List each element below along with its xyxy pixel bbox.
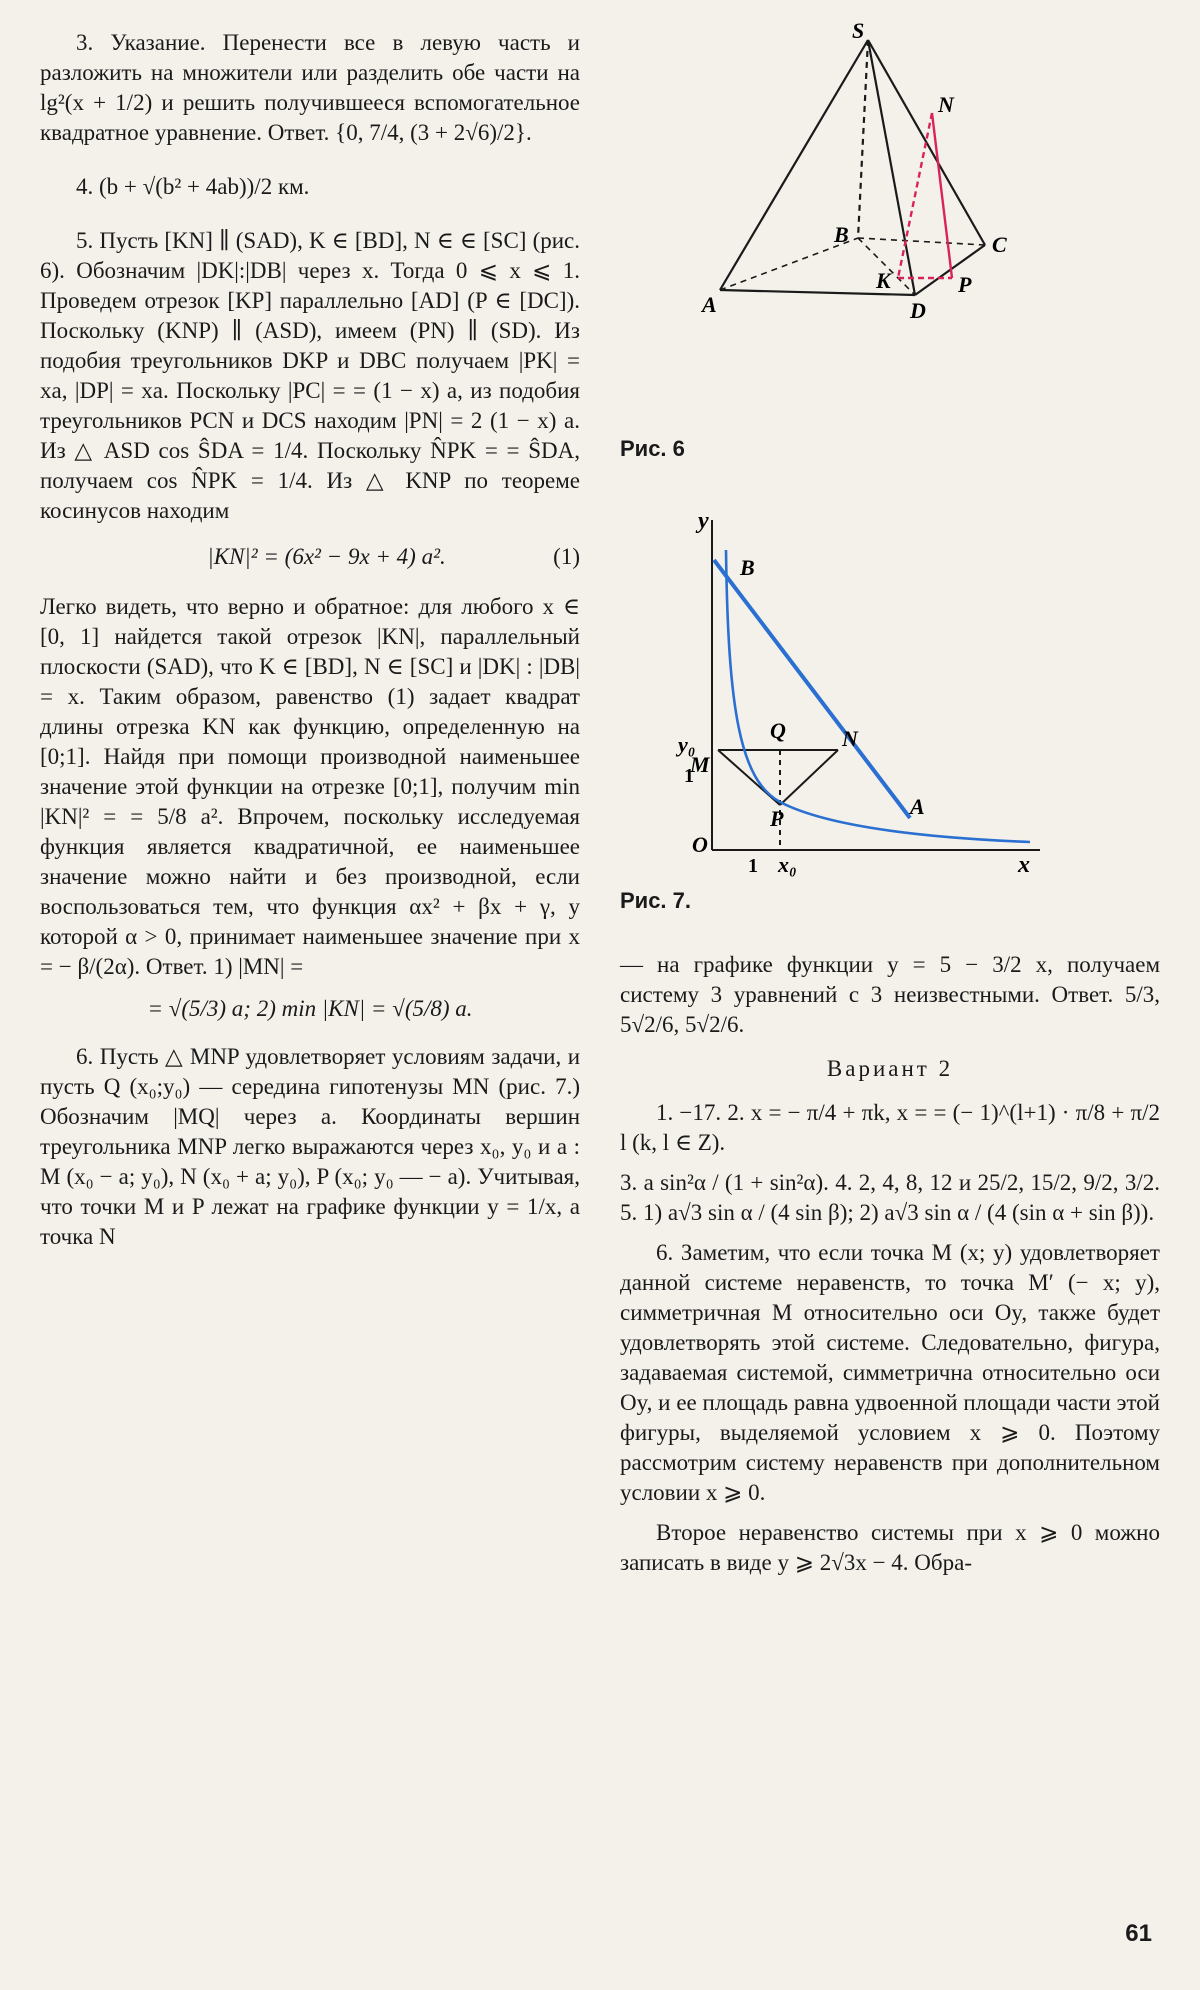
solution-6: 6. Пусть △ MNP удовлетворяет условиям задачи, и пусть Q (x₀;y₀) — середина гипотенузы MN (рис. 7.) Обозначим |MQ| через a. Координаты вершин треугольника MNP легко выражаются через x₀, y₀ и a : M (x₀ − a; y₀), N (x₀ + a; y₀), P (x₀; y₀ — − a). Учитывая, что точки M и P лежат на графике функции y = 1/x, а точка N xyxy=(40,1044,580,1249)
label-N: N xyxy=(938,92,954,117)
figure-7-caption: Рис. 7. xyxy=(620,888,692,913)
label-one-y: 1 xyxy=(684,765,694,787)
page-number: 61 xyxy=(1125,1920,1152,1947)
segment-NP xyxy=(932,113,952,278)
variant-2-solution-6-continued: Второе неравенство системы при x ⩾ 0 можно записать в виде y ⩾ 2√3x − 4. Обра- xyxy=(620,1520,1160,1575)
solution-5-part-b: Легко видеть, что верно и обратное: для любого x ∈ [0, 1] найдется такой отрезок |KN|, параллельный плоскости (SAD), что K ∈ [BD], N ∈ [SC] и |DK| : |DB| = x. Таким образом, равенство (1) задает квадрат длины отрезка KN как функцию, определенную на [0;1]. Найдя при помощи производной наименьшее значение этой функции на отрезке [0;1], получим min |KN|² = = 5/8 a². Впрочем, поскольку исследуемая функция является квадратичной, ее наименьшее значение можно найти и без производной, если воспользоваться тем, что функция αx² + βx + γ, у которой α > 0, принимает наименьшее значение при x = − β/(2α). Ответ. 1) |MN| = xyxy=(40,594,580,979)
figure-6-caption: Рис. 6 xyxy=(620,436,685,461)
variant-2-solution-6: 6. Заметим, что если точка M (x; y) удовлетворяет данной системе неравенств, то точка M′ (− x; y), симметричная M относительно оси Oy, также будет удовлетворять этой системе. Следовательно, фигура, задаваемая системой, симметрична относительно оси Oy, и ее площадь равна удвоенной площади части этой фигуры, выделяемой условием x ⩾ 0. Поэтому рассмотрим систему неравенств при дополнительном условии x ⩾ 0. xyxy=(620,1240,1160,1505)
label-D: D xyxy=(910,298,926,320)
label-A: A xyxy=(702,292,717,317)
answer-5: = √(5/3) a; 2) min |KN| = √(5/8) a. xyxy=(147,996,473,1021)
figure-7-graph xyxy=(670,510,1050,880)
edge-BC xyxy=(858,238,985,245)
equation-1: |KN|² = (6x² − 9x + 4) a². xyxy=(207,544,446,569)
edge-SB xyxy=(858,40,868,238)
solution-4: 4. (b + √(b² + 4ab))/2 км. xyxy=(76,174,310,199)
edge-SA xyxy=(720,40,868,290)
edge-SD xyxy=(868,40,915,295)
label-y: y xyxy=(698,510,709,534)
variant-2-heading: Вариант 2 xyxy=(826,1056,954,1081)
label-K: K xyxy=(876,268,891,293)
label-B: B xyxy=(834,222,849,247)
line-5-minus-1.5x xyxy=(714,560,910,818)
label-A: A xyxy=(910,794,925,819)
label-one-x: 1 xyxy=(748,855,758,877)
label-P: P xyxy=(958,272,972,297)
segment-PN xyxy=(780,750,838,805)
solution-3: 3. Указание. Перенести все в левую часть и разложить на множители или разделить обе части на lg²(x + 1/2) и решить получившееся вспомогательное квадратное уравнение. Ответ. {0, 7/4, (3 + 2√6)/2}. xyxy=(40,30,580,145)
label-M: M xyxy=(690,752,710,777)
left-column xyxy=(40,28,580,1262)
variant-2-answers-1-2: 1. −17. 2. x = − π/4 + πk, x = = (− 1)^(l+1) · π/8 + π/2 l (k, l ∈ Z). xyxy=(620,1100,1160,1155)
label-N: N xyxy=(842,726,858,751)
figure-6-pyramid xyxy=(700,20,1030,320)
variant-2-answers-3-5: 3. a sin²α / (1 + sin²α). 4. 2, 4, 8, 12 и 25/2, 15/2, 9/2, 3/2. 5. 1) a√3 sin α / (4 sin β); 2) a√3 sin α / (4 (sin α + sin β)). xyxy=(620,1170,1160,1225)
label-C: C xyxy=(992,232,1007,257)
equation-1-row xyxy=(40,542,580,572)
equation-1-number: (1) xyxy=(553,544,580,569)
label-x0: x₀ xyxy=(778,852,797,877)
segment-NK xyxy=(898,113,932,278)
label-B: B xyxy=(740,555,755,580)
right-column xyxy=(620,950,1160,1588)
label-P: P xyxy=(770,806,784,831)
label-x: x xyxy=(1018,852,1030,878)
label-y0: y₀ xyxy=(678,732,696,757)
label-S: S xyxy=(852,20,865,43)
label-O: O xyxy=(692,832,708,857)
solution-6-continued: — на графике функции y = 5 − 3/2 x, получаем систему 3 уравнений с 3 неизвестными. Ответ. 5/3, 5√2/6, 5√2/6. xyxy=(620,952,1160,1037)
solution-5-part-a: 5. Пусть [KN] ∥ (SAD), K ∈ [BD], N ∈ ∈ [SC] (рис. 6). Обозначим |DK|:|DB| через x. Тогда 0 ⩽ x ⩽ 1. Проведем отрезок [KP] параллельно [AD] (P ∈ [DC]). Поскольку (KNP) ∥ (ASD), имеем (PN) ∥ (SD). Из подобия треугольников DKP и DBC получаем |PK| = xa, |DP| = xa. Поскольку |PC| = = (1 − x) a, из подобия треугольников PCN и DCS находим |PN| = 2 (1 − x) a. Из △ ASD cos ŜDA = 1/4. Поскольку N̂PK = = ŜDA, получаем cos N̂PK = 1/4. Из △ KNP по теореме косинусов находим xyxy=(40,228,580,523)
label-Q: Q xyxy=(770,718,786,743)
